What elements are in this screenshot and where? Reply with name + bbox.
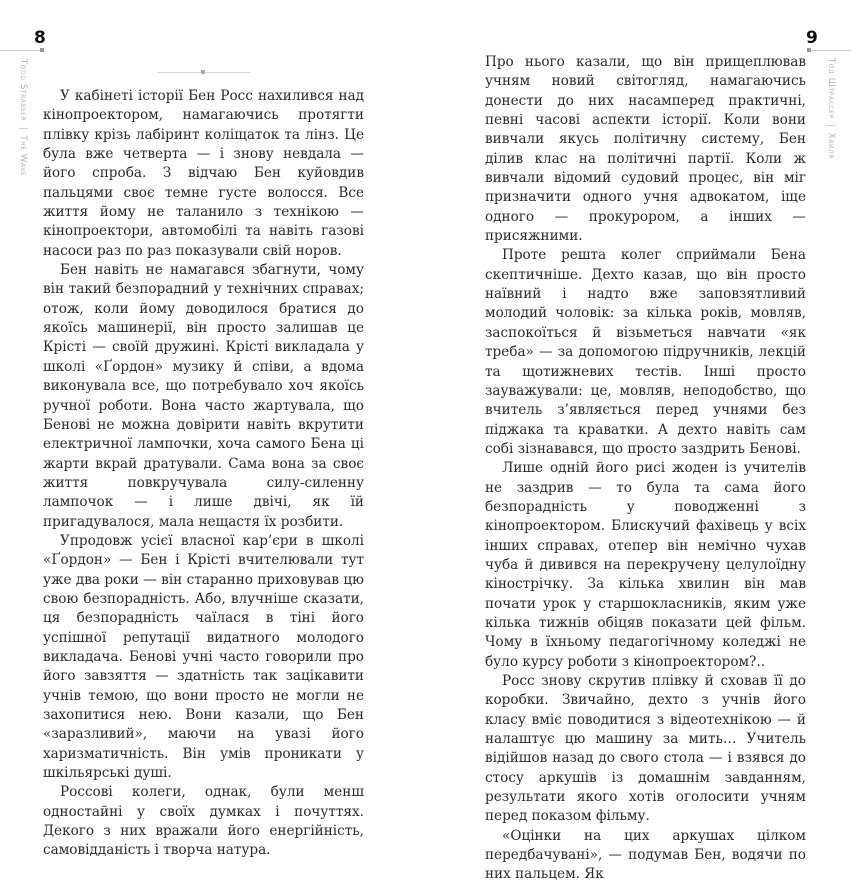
paragraph: Бен навіть не намагався збагнути, чому він такий безпорадний у технічних справах; отож, коли йому доводилося братися до якоїсь машинерії, він просто залишав це Крісті — своїй дружині. Крісті викладала у школі «Ґордон» музику й співи, а вдома виконувала все, що потребувало хоч якоїсь ручної роботи. Вона часто жартувала, що Бенові не можна довірити навіть вкрутити електричної лампочки, хоча самого Бена ці жарти вкрай дратували. Сама вона за своє життя повкручувала силу-силенну лампочок — і лише двічі, як їй пригадувалося, мала нещастя їх розбити. — [43, 262, 364, 530]
running-head-left — [18, 59, 28, 176]
running-head-author: Тод Штрассер — [826, 58, 836, 119]
running-head-title: The Wave — [18, 135, 28, 177]
paragraph: Проте решта колег сприймали Бена скептичніше. Дехто казав, що він просто наївний і надто вже заповзятливий молодий чоловік: за кілька років, мовляв, заспокоїться й візьметься навчати «як треба» — за допомогою підручників, лекцій та щотижневих тестів. Інші просто зауважували: це, мовляв, неподобство, що вчитель з’являється перед учнями без піджака та краватки. А дехто навіть сам собі зізнавався, що просто заздрить Бенові. — [485, 247, 806, 457]
paragraph: Россові колеги, однак, були менш одностайні у своїх думках і почуттях. Декого з них вражали його енергійність, самовідданість і творча натура. — [43, 784, 364, 859]
section-divider-dot — [201, 70, 205, 74]
page-number-left: 8 — [34, 28, 46, 48]
running-head-author: Todd Strasser — [18, 59, 28, 122]
header-rule-marker-left — [40, 48, 44, 52]
text-column-right — [485, 53, 806, 885]
paragraph: Про нього казали, що він прищеплював учням новий світогляд, намагаючись донести до них насамперед практичні, певні часові аспекти історії. Коли вони вивчали якусь політичну систему, Бен ділив клас на політичні партії. Коли ж вивчали відомий судовий процес, він міг призначити одного учня адвокатом, іще одного — прокурором, а інших — присяжними. — [485, 54, 806, 245]
header-rule-right — [808, 50, 851, 51]
paragraph: Лише одній його рисі жоден із учителів не заздрив — то була та сама його безпорадність у поводженні з кінопроектором. Блискучий фахівець у всіх інших справах, отепер він немічно чухав чуба й дивився на перекручену целулоїдну кінострічку. За кілька хвилин він мав почати урок у старшокласників, яким уже кілька тижнів обіцяв показати цей фільм. Чому в їхньому педагогічному коледжі не було курсу роботи з кінопроектором?.. — [485, 460, 806, 670]
paragraph: Упродовж усієї власної кар’єри в школі «Ґордон» — Бен і Крісті вчителювали тут уже два роки — він старанно приховував цю свою безпорадність. Або, влучніше сказати, ця безпорадність чаїлася в тіні його успішної репутації видатного молодого викладача. Бенові учні часто говорили про його завзяття — здатність так зацікавити учнів темою, що вони просто не могли не захопитися нею. Вони казали, що Бен «заразливий», маючи на увазі його харизматичність. Він умів проникати у шкільярські душі. — [43, 532, 364, 782]
text-column-left — [43, 87, 364, 861]
paragraph: Росс знову скрутив плівку й сховав її до коробки. Звичайно, дехто з учнів його класу вміє поводитися з відеотехнікою — й налаштує цю машину за мить… Учитель відійшов назад до свого стола — і взявся до стосу аркушів із домашнім завданням, результати якого хотів оголосити учням перед показом фільму. — [485, 673, 806, 825]
paragraph: У кабінеті історії Бен Росс нахилився над кінопроектором, намагаючись протягти плівку крізь лабіринт коліщаток та лінз. Це була вже четверта — і знову невдала — його спроба. З відчаю Бен куйовдив пальцями своє темне густе волосся. Все життя йому не таланило з технікою — кінопроектори, автомобілі та навіть газові насоси раз по раз показували свій норов. — [43, 88, 364, 259]
paragraph: «Оцінки на цих аркушах цілком передбачувані», — подумав Бен, водячи по них пальцем. Як — [485, 827, 806, 883]
running-head-separator: | — [18, 126, 28, 131]
header-rule-marker-right — [807, 48, 811, 52]
running-head-separator: | — [826, 124, 836, 128]
running-head-right — [826, 58, 836, 159]
header-rule-left — [0, 50, 42, 51]
page-number-right: 9 — [806, 28, 818, 48]
running-head-title: Хвиля — [826, 132, 836, 159]
